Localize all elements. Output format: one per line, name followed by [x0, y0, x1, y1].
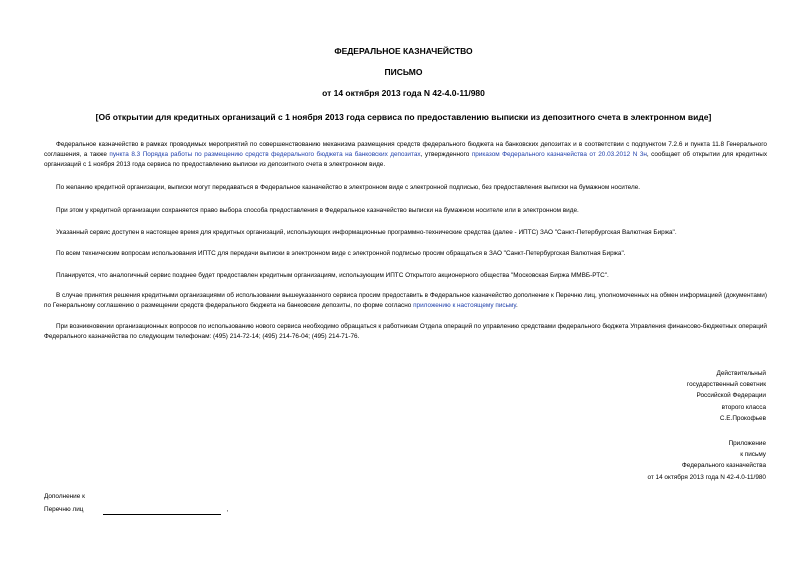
agency-title: ФЕДЕРАЛЬНОЕ КАЗНАЧЕЙСТВО: [334, 46, 473, 56]
document-type: ПИСЬМО: [384, 67, 423, 77]
blank-fill-line: [103, 506, 221, 515]
appendix-line: Федерального казначейства: [681, 462, 766, 470]
signature-line: второго класса: [721, 403, 766, 411]
document-subject: [Об открытии для кредитных организаций с 1 ноября 2013 года сервиса по предоставлению выписки из депозитного счета в электронном виде]: [95, 112, 712, 122]
paragraph-technical-questions: По всем техническим вопросам использования ИПТС для передачи выписки в электронном виде с электронной подписью просим обращаться в ЗАО "Санкт-Петербургская Валютная Биржа".: [56, 250, 626, 257]
p1-text-b: , утвержденного: [420, 151, 472, 159]
p1-text-a: Федеральное казначейство в рамках проводимых мероприятий по совершенствованию механизма размещения средств федерального бюджета на банковских депозитах и в соответствии с подпунктом 7.2.6 и пункта 11.8 Генерального соглашения, а также: [44, 141, 767, 159]
footer-persons-label: Перечню лиц: [44, 506, 84, 513]
appendix-line: Приложение: [728, 440, 766, 447]
link-appendix[interactable]: приложению к настоящему письму: [413, 302, 516, 310]
paragraph-planned-service: Планируется, что аналогичный сервис позднее будет предоставлен кредитным организациям, использующим ИПТС Открытого акционерного общества "Московская Биржа ММВБ-РТС".: [56, 272, 609, 279]
p7-text-b: .: [515, 302, 518, 310]
signature-name: С.Е.Прокофьев: [719, 414, 766, 422]
appendix-block: [566, 438, 766, 483]
paragraph-intro: [44, 140, 767, 171]
p7-text-a: В случае принятия решения кредитными организациями об использовании вышеуказанного сервиса просим предоставить в Федеральное казначейство дополнение к Перечню лиц, уполномоченных на обмен информацией (документами) по Генеральному соглашению о размещении средств федерального бюджета на банковские депозиты, по форме согласно: [44, 292, 767, 310]
paragraph-service-availability: Указанный сервис доступен в настоящее время для кредитных организаций, использующих информационные программно-технические средства (далее - ИПТС) ЗАО "Санкт-Петербургская Валютная Биржа".: [56, 229, 677, 236]
signature-line: государственный советник: [686, 381, 766, 389]
footer-persons-list: [44, 505, 228, 515]
appendix-line: от 14 октября 2013 года N 42-4.0-11/980: [647, 473, 766, 481]
footer-supplement-label: Дополнение к: [44, 493, 85, 500]
signature-block: [566, 368, 766, 424]
paragraph-electronic-statements: По желанию кредитной организации, выписки могут передаваться в Федеральное казначейство в электронном виде с электронной подписью, без предоставления выписки на бумажном носителе.: [56, 184, 641, 191]
paragraph-choice-right: При этом у кредитной организации сохраняется право выбора способа предоставления в Федеральное казначейство выписки на бумажном носителе или в электронном виде.: [56, 207, 579, 214]
signature-line: Действительный: [716, 370, 766, 377]
paragraph-appendix-request: [44, 291, 767, 311]
link-treasury-order[interactable]: приказом Федерального казначейства от 20.03.2012 N 3н: [471, 151, 647, 159]
paragraph-contacts: При возникновении организационных вопросов по использованию нового сервиса необходимо обращаться к работникам Отдела операций по управлению средствами федерального бюджета Управления финансово-бюджетных операций Федерального казначейства по следующим телефонам: (495) 214-72-14; (495) 214-76-04; (495) 214-71-76.: [44, 323, 767, 341]
signature-line: Российской Федерации: [696, 392, 766, 400]
appendix-line: к письму: [740, 451, 766, 459]
footer-comma: ,: [226, 506, 229, 513]
p1-text-c: , сообщает об открытии для кредитных организаций с 1 ноября 2013 года сервиса по предоставлению выписки из депозитного счета в электронном виде.: [44, 151, 768, 169]
link-order-clause[interactable]: пункта 8.3 Порядка работы по размещению средств федерального бюджета на банковских депозитах: [109, 151, 421, 159]
document-date-number: от 14 октября 2013 года N 42-4.0-11/980: [322, 88, 485, 98]
